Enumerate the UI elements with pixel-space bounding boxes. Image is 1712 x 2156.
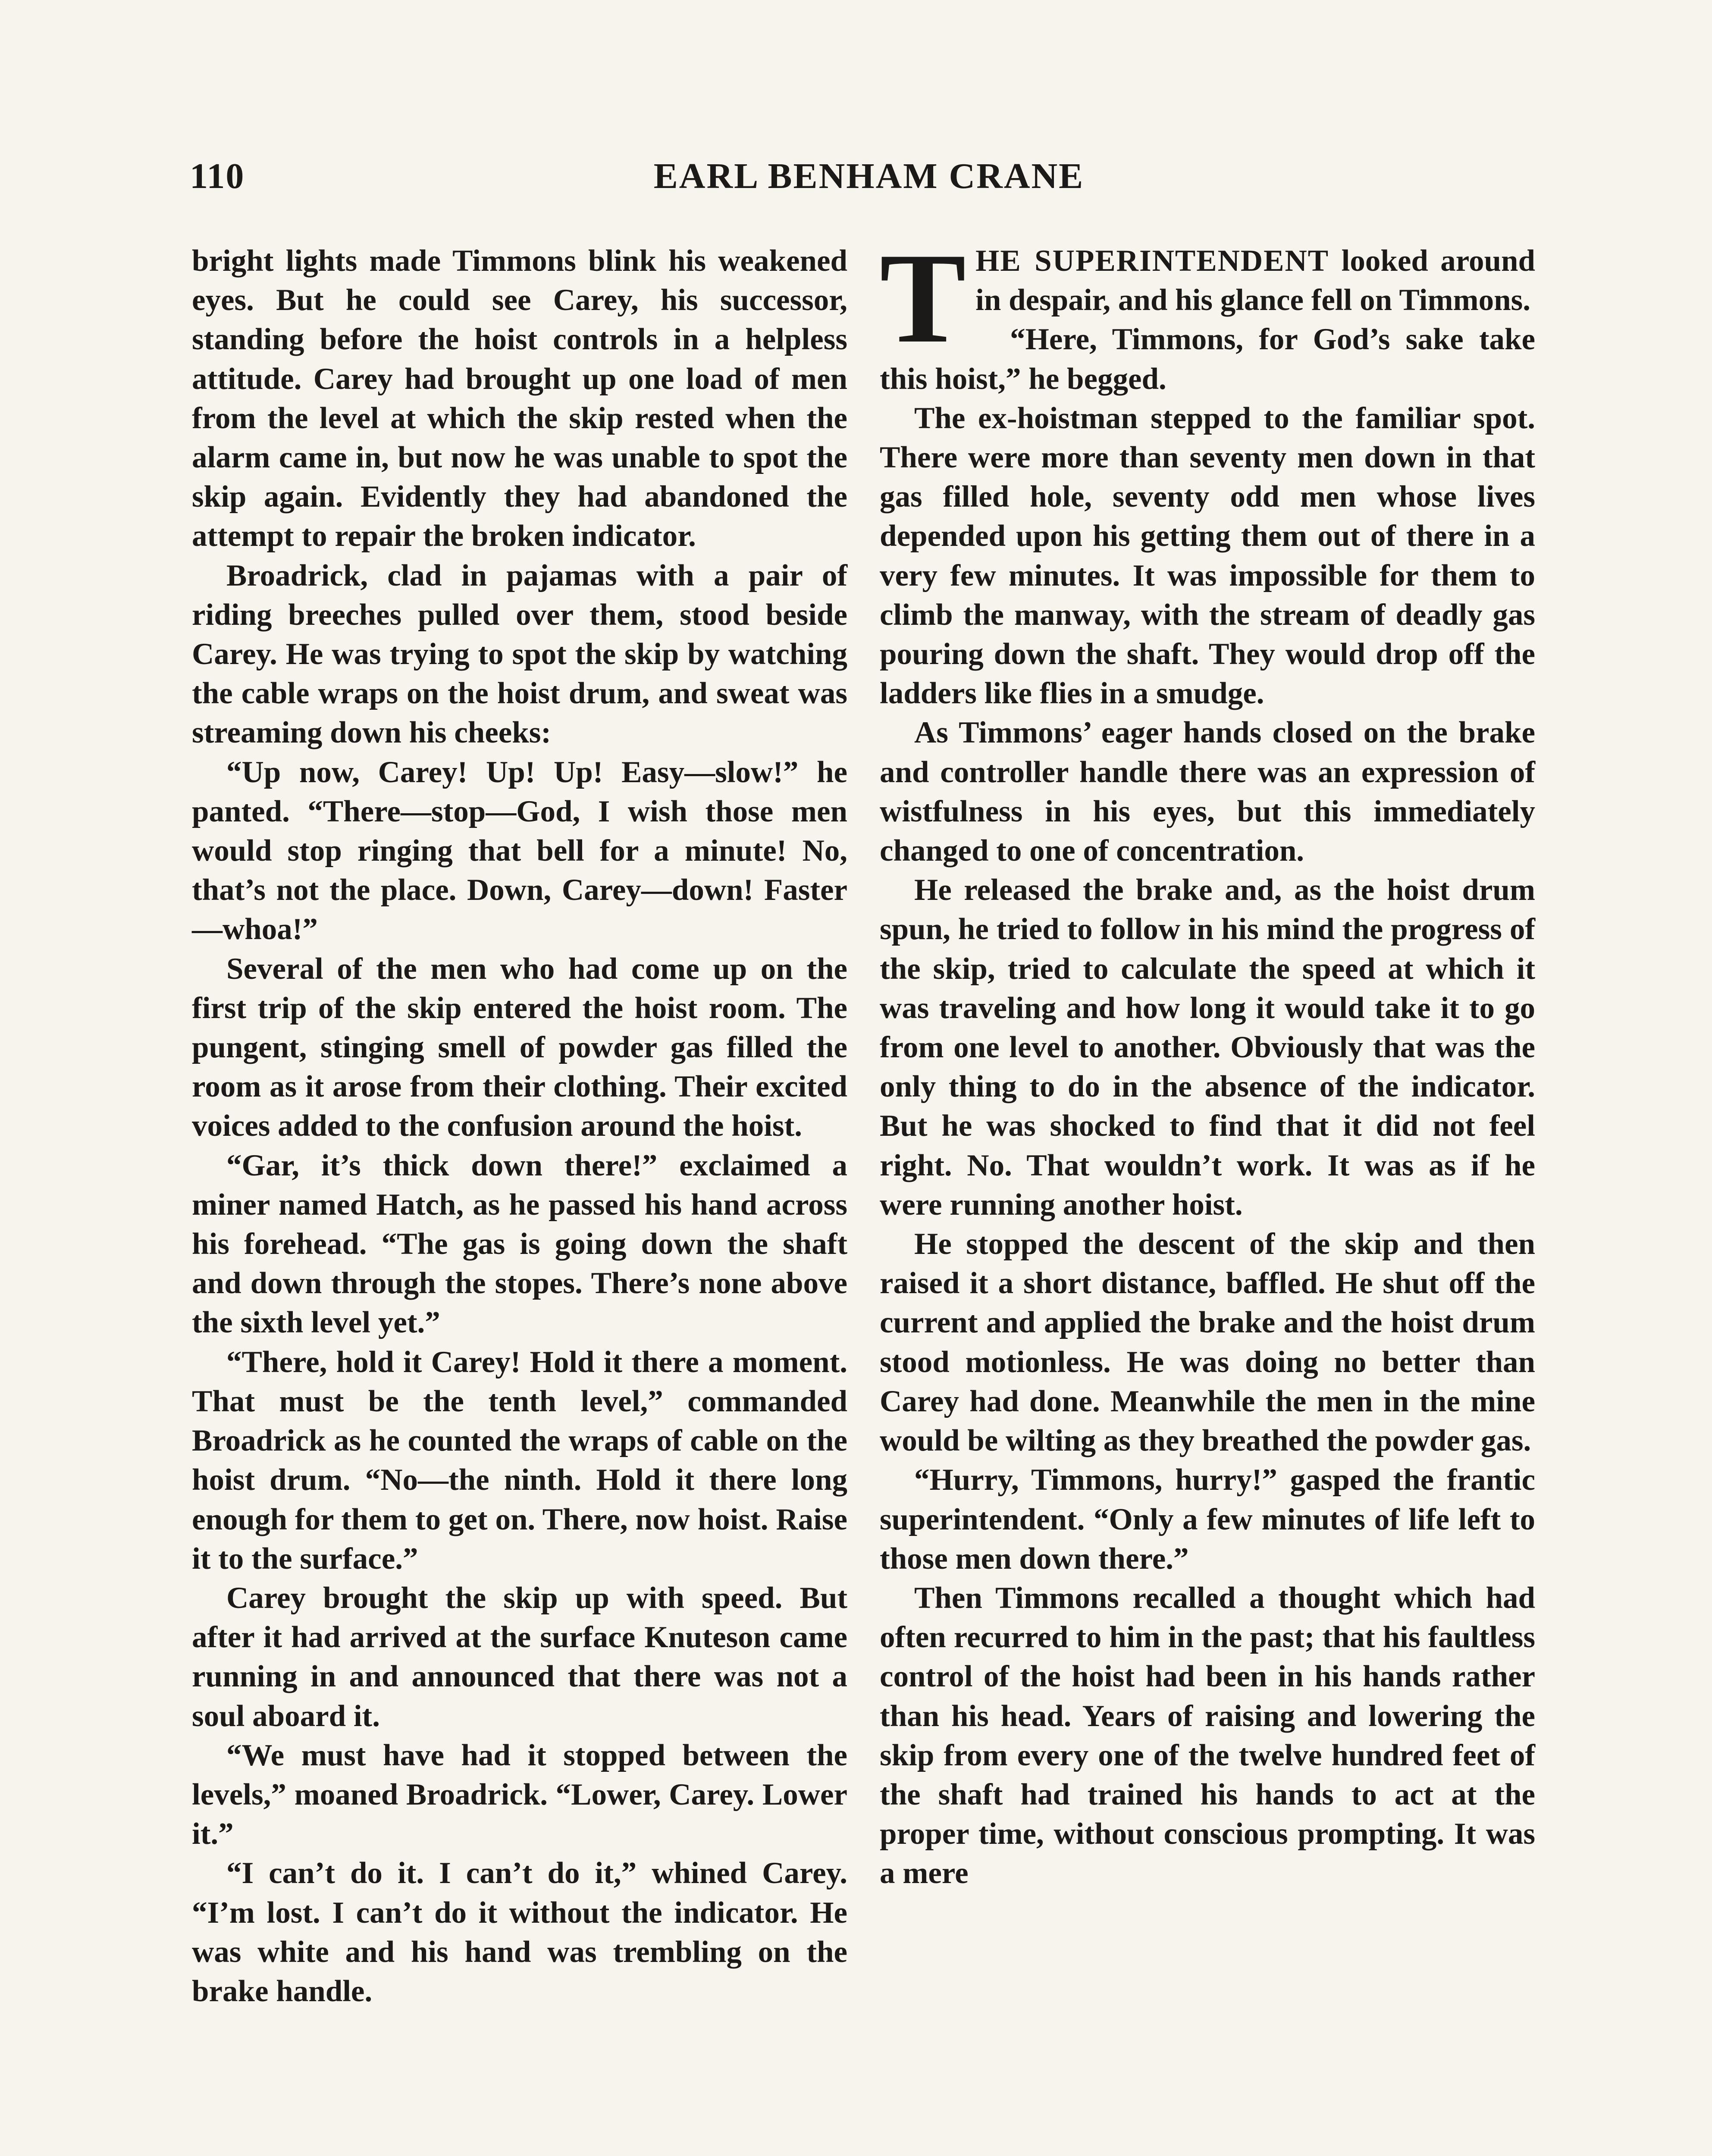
paragraph: “We must have had it stopped between the levels,” moaned Broadrick. “Lower, Carey. Lower it.” (192, 1738, 847, 1851)
paragraph: Carey brought the skip up with speed. But after it had arrived at the surface Knuteson came running in and announced that there was not a soul aboard it. (192, 1581, 847, 1733)
paragraph: “Gar, it’s thick down there!” exclaimed a miner named Hatch, as he passed his hand across his forehead. “The gas is going down the shaft and down through the stopes. There’s none above the sixth level yet.” (192, 1148, 847, 1340)
paragraph: He released the brake and, as the hoist drum spun, he tried to follow in his mind the progress of the skip, tried to calculate the speed at which it was traveling and how long it would take it to go from one level to another. Obviously that was the only thing to do in the absence of the indicator. But he was shocked to find that it did not feel right. No. That wouldn’t work. It was as if he were running another hoist. (880, 873, 1535, 1222)
paragraph: Then Timmons recalled a thought which had often recurred to him in the past; that his faultless control of the hoist had been in his hands rather than his head. Years of raising and lowering the skip from every one of the twelve hundred feet of the shaft had trained his hands to act at the proper time, without conscious prompting. It was a mere (880, 1581, 1535, 1890)
right-column (880, 226, 1536, 1893)
drop-cap: T (880, 226, 966, 370)
paragraph: “Up now, Carey! Up! Up! Easy—slow!” he panted. “There—stop—God, I wish those men would stop ringing that bell for a minute! No, that’s not the place. Down, Carey—down! Faster—whoa!” (192, 755, 847, 946)
paragraph: The ex-hoistman stepped to the familiar spot. There were more than seventy men down in that gas filled hole, seventy odd men whose lives depended upon his getting them out of there in a very few minutes. It was impossible for them to climb the manway, with the stream of deadly gas pouring down the shaft. They would drop off the ladders like flies in a smudge. (880, 401, 1535, 711)
running-head (190, 155, 1548, 203)
page-number: 110 (190, 156, 245, 196)
running-head-author: EARL BENHAM CRANE (653, 156, 1085, 196)
paragraph: bright lights made Timmons blink his weakened eyes. But he could see Carey, his successor, standing before the hoist controls in a helpless attitude. Carey had brought up one load of men from the level at which the skip rested when the alarm came in, but now he was unable to spot the skip again. Evidently they had abandoned the attempt to repair the broken indicator. (192, 244, 847, 553)
paragraph: “I can’t do it. I can’t do it,” whined Carey. “I’m lost. I can’t do it without the indicator. He was white and his hand was trembling on the brake handle. (192, 1856, 847, 2008)
paragraph: As Timmons’ eager hands closed on the brake and controller handle there was an expression of wistfulness in his eyes, but this immediately changed to one of concentration. (880, 716, 1535, 868)
paragraph: “There, hold it Carey! Hold it there a moment. That must be the tenth level,” commanded Broadrick as he counted the wraps of cable on the hoist drum. “No—the ninth. Hold it there long enough for them to get on. There, now hoist. Raise it to the surface.” (192, 1345, 847, 1576)
paragraph: Broadrick, clad in pajamas with a pair of riding breeches pulled over them, stood beside Carey. He was trying to spot the skip by watching the cable wraps on the hoist drum, and sweat was streaming down his cheeks: (192, 558, 847, 750)
paragraph: “Hurry, Timmons, hurry!” gasped the frantic superintendent. “Only a few minutes of life left to those men down there.” (880, 1463, 1535, 1576)
lead-in: HE SUPERINTENDENT (975, 244, 1329, 278)
paragraph: “Here, Timmons, for God’s sake take this hoist,” he begged. (880, 323, 1535, 396)
paragraph: Several of the men who had come up on the first trip of the skip entered the hoist room. The pungent, stinging smell of powder gas filled the room as it arose from their clothing. Their excited voices added to the confusion around the hoist. (192, 952, 847, 1143)
left-column (192, 241, 847, 2011)
opening-text: looked around in despair, and his glance fell on Timmons. (975, 244, 1536, 317)
paragraph: He stopped the descent of the skip and then raised it a short distance, baffled. He shut off the current and applied the brake and the hoist drum stood motionless. He was doing no better than Carey had done. Meanwhile the men in the mine would be wilting as they breathed the powder gas. (880, 1227, 1535, 1458)
